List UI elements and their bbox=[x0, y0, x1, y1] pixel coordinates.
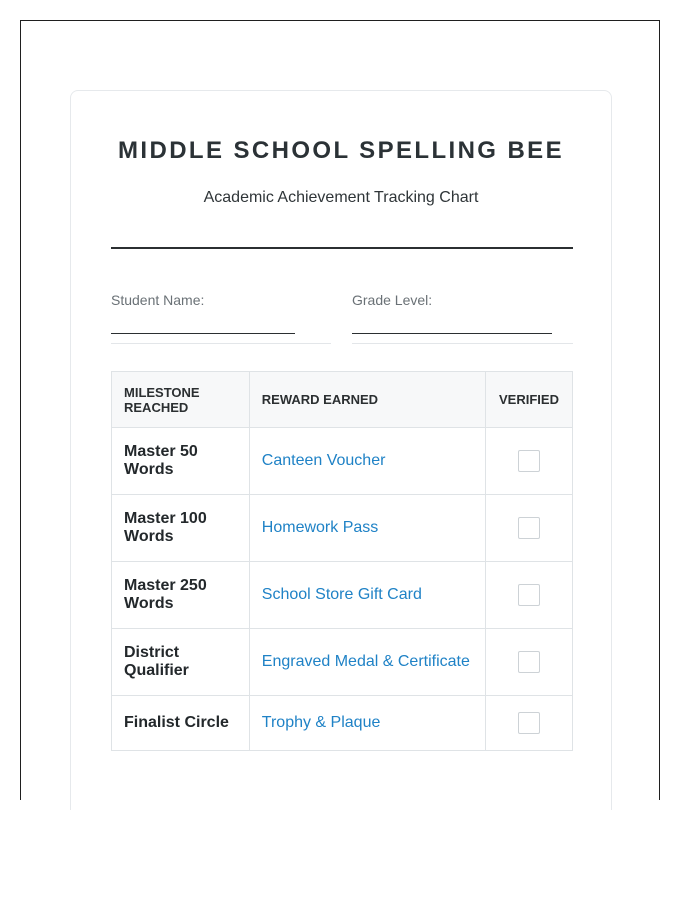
table-header-row bbox=[112, 372, 573, 428]
milestone-cell: Master 50 Words bbox=[112, 428, 250, 495]
verified-cell bbox=[486, 428, 573, 495]
milestone-cell: Master 250 Words bbox=[112, 562, 250, 629]
student-name-field[interactable] bbox=[111, 292, 331, 336]
grade-level-field[interactable] bbox=[352, 292, 573, 336]
document-page bbox=[20, 20, 660, 800]
grade-level-label: Grade Level: bbox=[352, 292, 433, 308]
milestone-cell: Finalist Circle bbox=[112, 696, 250, 751]
grade-level-underline bbox=[352, 333, 552, 334]
milestone-cell: Master 100 Words bbox=[112, 495, 250, 562]
page-subtitle: Academic Achievement Tracking Chart bbox=[203, 189, 479, 206]
verified-cell bbox=[486, 629, 573, 696]
table-row bbox=[112, 629, 573, 696]
reward-cell: Homework Pass bbox=[249, 495, 485, 562]
reward-cell: Canteen Voucher bbox=[249, 428, 485, 495]
reward-cell: Trophy & Plaque bbox=[249, 696, 485, 751]
page-title: MIDDLE SCHOOL SPELLING BEE bbox=[118, 137, 564, 164]
reward-cell: Engraved Medal & Certificate bbox=[249, 629, 485, 696]
verified-checkbox[interactable] bbox=[518, 584, 540, 606]
student-name-underline bbox=[111, 333, 295, 334]
grade-level-blank[interactable] bbox=[352, 314, 573, 336]
milestone-cell: District Qualifier bbox=[112, 629, 250, 696]
header-milestone-reached: MILESTONE REACHED bbox=[112, 372, 250, 428]
table-row bbox=[112, 495, 573, 562]
student-name-divider bbox=[111, 343, 331, 344]
verified-checkbox[interactable] bbox=[518, 712, 540, 734]
header-reward-earned: REWARD EARNED bbox=[249, 372, 485, 428]
table-row bbox=[112, 562, 573, 629]
table-row bbox=[112, 428, 573, 495]
verified-checkbox[interactable] bbox=[518, 517, 540, 539]
header-verified: VERIFIED bbox=[486, 372, 573, 428]
student-name-label: Student Name: bbox=[111, 292, 205, 308]
verified-cell bbox=[486, 696, 573, 751]
student-name-blank[interactable] bbox=[111, 314, 331, 336]
verified-cell bbox=[486, 562, 573, 629]
verified-checkbox[interactable] bbox=[518, 651, 540, 673]
verified-checkbox[interactable] bbox=[518, 450, 540, 472]
tracking-card bbox=[70, 90, 612, 810]
milestone-table bbox=[111, 371, 573, 751]
title-divider bbox=[111, 247, 573, 249]
reward-cell: School Store Gift Card bbox=[249, 562, 485, 629]
table-row bbox=[112, 696, 573, 751]
verified-cell bbox=[486, 495, 573, 562]
grade-level-divider bbox=[352, 343, 573, 344]
